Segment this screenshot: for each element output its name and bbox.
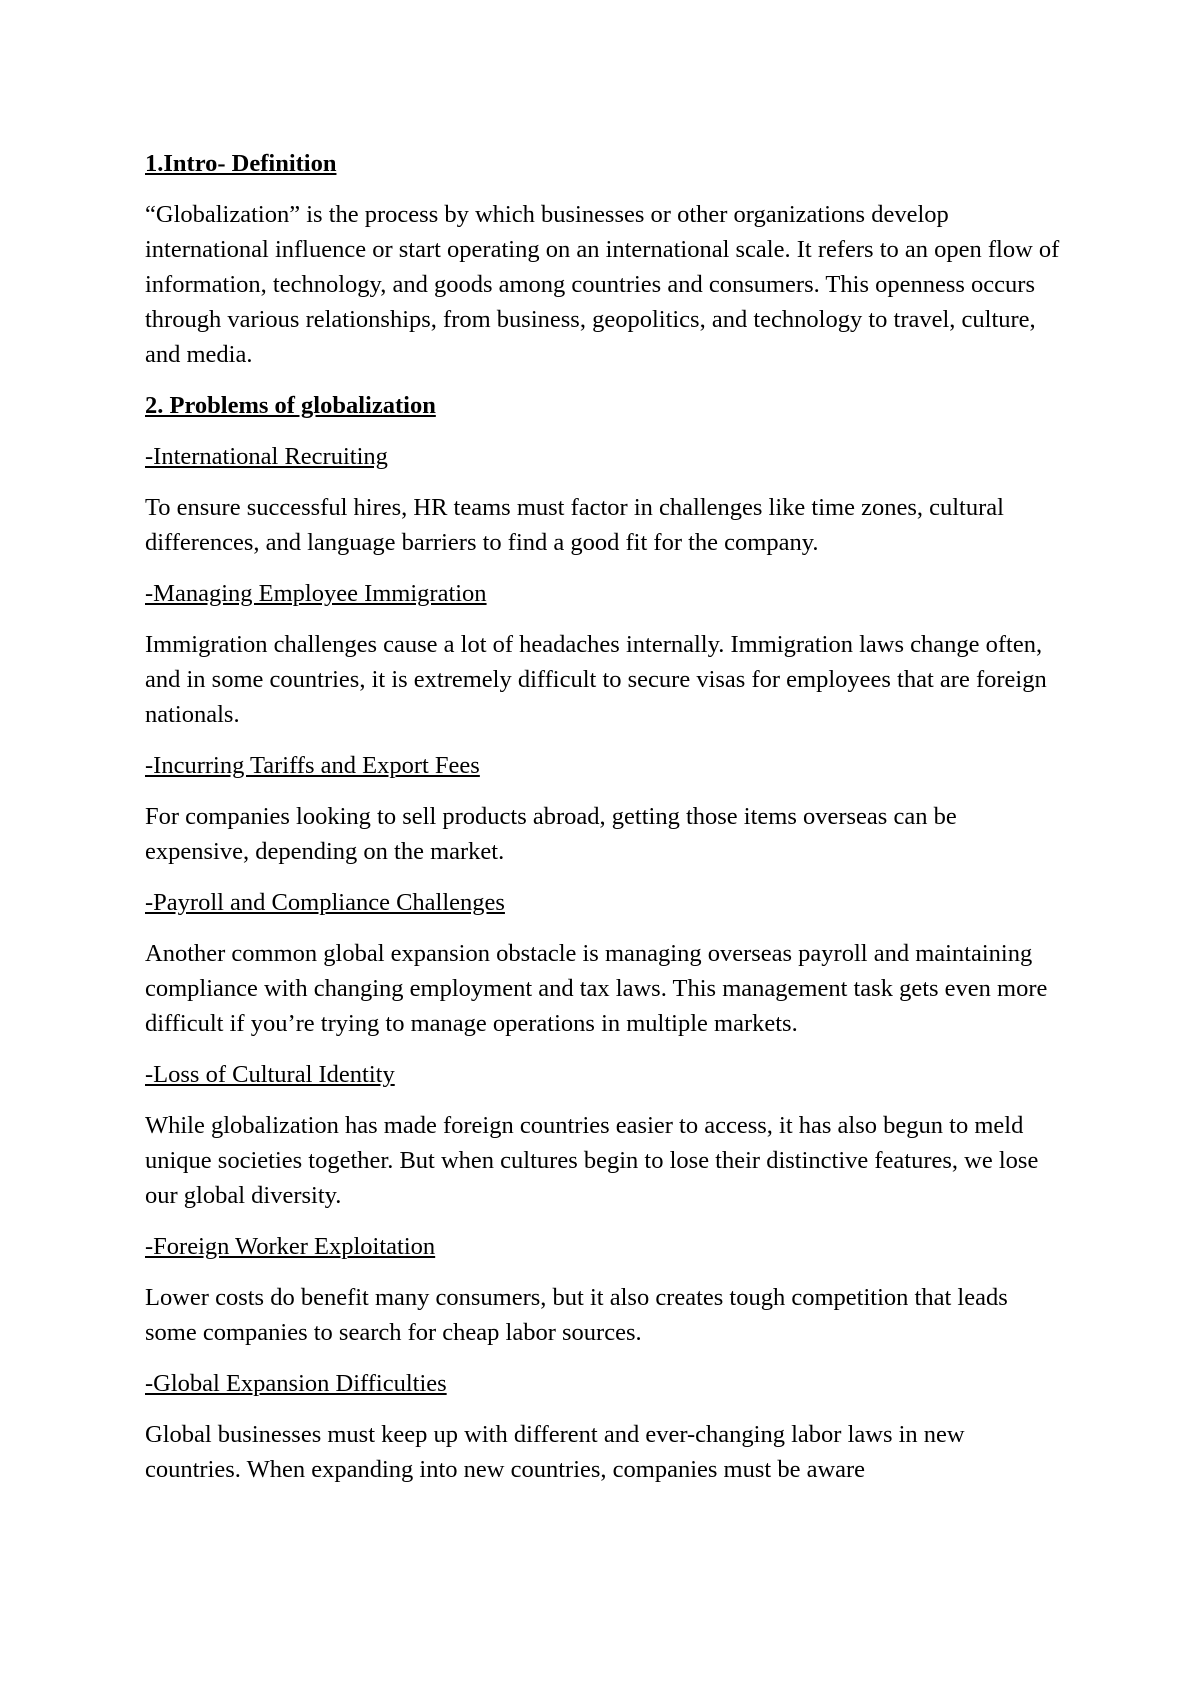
section-body-payroll-compliance: Another common global expansion obstacle is managing overseas payroll and maintaining compliance with changing employment and tax laws. This management task gets even more difficult if you’re trying to manage operations in multiple markets.	[145, 940, 1048, 1037]
section-body-worker-exploitation: Lower costs do benefit many consumers, but it also creates tough competition that leads some companies to search for cheap labor sources.	[145, 1284, 1008, 1346]
problems-heading: 2. Problems of globalization	[145, 392, 436, 419]
section-title-worker-exploitation: -Foreign Worker Exploitation	[145, 1233, 436, 1260]
section-body-expansion-difficulties: Global businesses must keep up with different and ever-changing labor laws in new countries. When expanding into new countries, companies must be aware	[145, 1421, 965, 1483]
section-title-expansion-difficulties: -Global Expansion Difficulties	[145, 1370, 447, 1397]
intro-heading: 1.Intro- Definition	[145, 150, 337, 177]
section-title-international-recruiting: -International Recruiting	[145, 443, 388, 470]
section-body-employee-immigration: Immigration challenges cause a lot of headaches internally. Immigration laws change often, and in some countries, it is extremely difficult to secure visas for employees that are foreign nationals.	[145, 631, 1047, 728]
section-title-employee-immigration: -Managing Employee Immigration	[145, 580, 487, 607]
section-body-cultural-identity: While globalization has made foreign countries easier to access, it has also begun to meld unique societies together. But when cultures begin to lose their distinctive features, we lose our global diversity.	[145, 1112, 1039, 1209]
document-content	[145, 146, 1065, 1503]
section-body-tariffs-export-fees: For companies looking to sell products abroad, getting those items overseas can be expensive, depending on the market.	[145, 803, 957, 865]
section-title-tariffs-export-fees: -Incurring Tariffs and Export Fees	[145, 752, 480, 779]
section-title-cultural-identity: -Loss of Cultural Identity	[145, 1061, 395, 1088]
section-title-payroll-compliance: -Payroll and Compliance Challenges	[145, 889, 505, 916]
intro-paragraph: “Globalization” is the process by which businesses or other organizations develop international influence or start operating on an international scale. It refers to an open flow of information, technology, and goods among countries and consumers. This openness occurs through various relationships, from business, geopolitics, and technology to travel, culture, and media.	[145, 201, 1060, 368]
section-body-international-recruiting: To ensure successful hires, HR teams must factor in challenges like time zones, cultural differences, and language barriers to find a good fit for the company.	[145, 494, 1004, 556]
